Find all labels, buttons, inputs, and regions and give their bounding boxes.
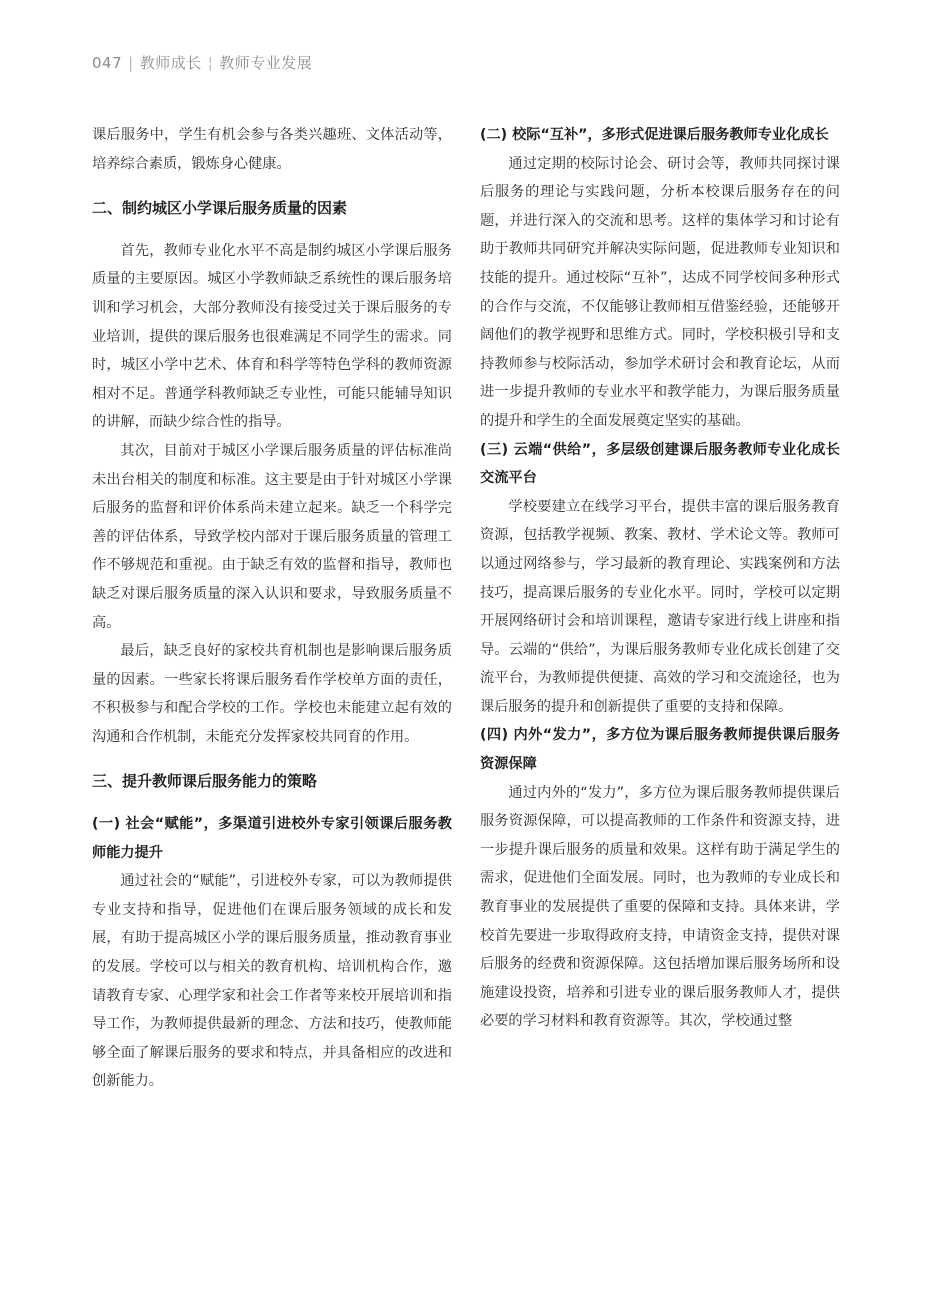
page-number: 047	[92, 54, 123, 72]
paragraph-second: 其次，目前对于城区小学课后服务质量的评估标准尚未出台相关的制度和标准。这主要是由于针对城区小学课后服务的监督和评价体系尚未建立起来。缺乏一个科学完善的评估体系，导致学校内部对于课后服务质量的管理工作不够规范和重视。由于缺乏有效的监督和指导，教师也缺乏对课后服务质量的深入认识和要求，导致服务质量不高。	[92, 442, 452, 631]
paragraph-first: 首先，教师专业化水平不高是制约城区小学课后服务质量的主要原因。城区小学教师缺乏系统性的课后服务培训和学习机会，大部分教师没有接受过关于课后服务的专业培训，提供的课后服务也很难满足不同学生的需求。同时，城区小学中艺术、体育和科学等特色学科的教师资源相对不足。普通学科教师缺乏专业性，可能只能辅导知识的讲解，而缺少综合性的指导。	[92, 242, 452, 431]
header-divider: |	[128, 54, 134, 72]
right-column	[480, 121, 840, 1036]
paragraph-internal-external: 通过内外的“发力”，多方位为课后服务教师提供课后服务资源保障，可以提高教师的工作条件和资源支持，进一步提升课后服务的质量和效果。这样有助于满足学生的需求，促进他们全面发展。同时，也为教师的专业成长和教育事业的发展提供了重要的保障和支持。具体来讲，学校首先要进一步取得政府支持，申请资金支持，提供对课后服务的经费和资源保障。这包括增加课后服务场所和设施建设投资，培养和引进专业的课后服务教师人才，提供必要的学习材料和教育资源等。其次，学校通过整	[480, 784, 840, 1030]
subheading-cloud-supply: (三) 云端“供给”，多层级创建课后服务教师专业化成长交流平台	[480, 441, 840, 487]
paragraph-inter-school: 通过定期的校际讨论会、研讨会等，教师共同探讨课后服务的理论与实践问题，分析本校课后服务存在的问题，并进行深入的交流和思考。这样的集体学习和讨论有助于教师共同研究并解决实际问题，促进教师专业知识和技能的提升。通过校际“互补”，达成不同学校间多种形式的合作与交流，不仅能够让教师相互借鉴经验，还能够开阔他们的教学视野和思维方式。同时，学校积极引导和支持教师参与校际活动，参加学术研讨会和教育论坛，从而进一步提升教师的专业水平和教学能力，为课后服务质量的提升和学生的全面发展奠定坚实的基础。	[480, 155, 840, 429]
left-column	[92, 121, 452, 1096]
continued-paragraph: 课后服务中，学生有机会参与各类兴趣班、文体活动等，培养综合素质，锻炼身心健康。	[92, 127, 452, 172]
section-heading-factors: 二、制约城区小学课后服务质量的因素	[92, 199, 348, 218]
paragraph-cloud-supply: 学校要建立在线学习平台，提供丰富的课后服务教育资源，包括教学视频、教案、教材、学术论文等。教师可以通过网络参与，学习最新的教育理论、实践案例和方法技巧，提高课后服务的专业化水平。同时，学校可以定期开展网络研讨会和培训课程，邀请专家进行线上讲座和指导。云端的“供给”，为课后服务教师专业化成长创建了交流平台，为教师提供便捷、高效的学习和交流途径，也为课后服务的提升和创新提供了重要的支持和保障。	[480, 498, 840, 715]
paragraph-last: 最后，缺乏良好的家校共育机制也是影响课后服务质量的因素。一些家长将课后服务看作学校单方面的责任，不积极参与和配合学校的工作。学校也未能建立起有效的沟通和合作机制，未能充分发挥家校共同育的作用。	[92, 643, 452, 745]
subheading-social-empowerment: (一) 社会“赋能”，多渠道引进校外专家引领课后服务教师能力提升	[92, 816, 452, 861]
header-section: 教师成长	[139, 54, 202, 72]
subheading-inter-school: (二) 校际“互补”，多形式促进课后服务教师专业化成长	[480, 127, 829, 143]
paragraph-social-empowerment: 通过社会的“赋能”，引进校外专家，可以为教师提供专业支持和指导，促进他们在课后服务领域的成长和发展，有助于提高城区小学的课后服务质量，推动教育事业的发展。学校可以与相关的教育机构、培训机构合作，邀请教育专家、心理学家和社会工作者等来校开展培训和指导工作，为教师提供最新的理念、方法和技巧，使教师能够全面了解课后服务的要求和特点，并具备相应的改进和创新能力。	[92, 873, 452, 1090]
subheading-internal-external: (四) 内外“发力”，多方位为课后服务教师提供课后服务资源保障	[480, 727, 840, 773]
header-dashed-divider: ¦	[207, 54, 214, 72]
section-heading-strategies: 三、提升教师课后服务能力的策略	[92, 772, 318, 791]
running-header	[92, 52, 312, 73]
header-subsection: 教师专业发展	[219, 54, 313, 72]
